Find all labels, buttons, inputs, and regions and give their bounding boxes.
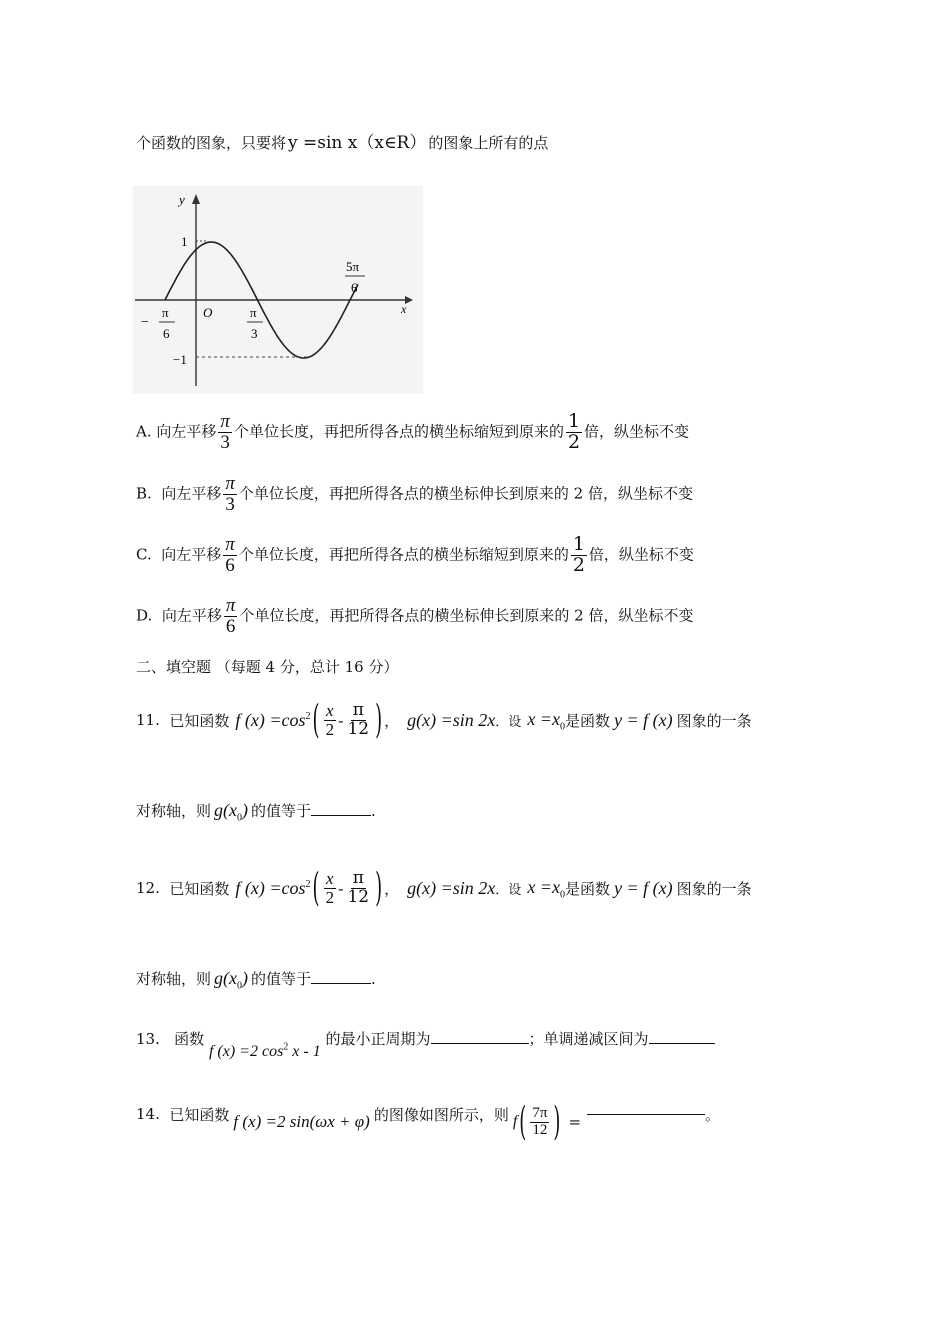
- comma: ，: [384, 711, 400, 730]
- option-fraction2: $\frac{1}{2}$: [572, 533, 585, 576]
- question-pre: 已知函数: [169, 1105, 230, 1124]
- gx0-expr: $g(x_0)$: [214, 968, 248, 992]
- f-expr: f $(x) =\cos^2$: [235, 877, 311, 898]
- question-pre: 函数: [174, 1030, 205, 1048]
- intro-after: 的图象上所有的点: [428, 134, 549, 152]
- question-11: 11. 已知函数 f $(x) =\cos^2$ ( $\frac{x}{2}$ - $\frac{\pi}{12}$ ) ， g(x) =sin 2x ．设 $x =x_0$ 是函数 y = f (x) 图象的一条: [136, 697, 752, 744]
- question-14: 14. 已知函数 f (x) =2 sin(ωx + φ) 的图像如图所示，则 f ( $\frac{7\pi}{12}$ ) = 。: [136, 1099, 721, 1146]
- option-letter: C.: [136, 545, 152, 564]
- intro-formula: y =sin x（x∈R）: [288, 133, 427, 153]
- option-pre: 向左平移: [161, 545, 222, 564]
- option-post: 倍，纵坐标不变: [588, 545, 694, 564]
- question-number: 12.: [136, 879, 160, 898]
- gx0-expr: $g(x_0)$: [214, 800, 248, 824]
- y-neg-one-label: −1: [173, 352, 187, 367]
- neg-pi6-num: π: [162, 305, 169, 320]
- question-is: 是函数: [564, 879, 610, 898]
- answer-blank[interactable]: [311, 814, 371, 816]
- f-expr: f (x) =2 sin(ωx + φ): [233, 1112, 370, 1132]
- question-12: 12. 已知函数 f $(x) =\cos^2$ ( $\frac{x}{2}$ - $\frac{\pi}{12}$ ) ， g(x) =sin 2x ．设 $x =x_0$ 是函数 y = f (x) 图象的一条: [136, 865, 752, 912]
- option-letter: A.: [136, 422, 152, 441]
- option-fraction: $\frac{\pi}{3}$: [220, 411, 230, 453]
- x0-expr: $x =x_0$: [527, 876, 565, 901]
- question-11-line2: 对称轴，则 $g(x_0)$ 的值等于 .: [136, 800, 376, 824]
- yf-expr: y = f (x): [613, 877, 673, 898]
- option-pre: 向左平移: [161, 606, 222, 625]
- option-post: 倍，纵坐标不变: [584, 422, 690, 441]
- y-axis-label: y: [179, 192, 185, 207]
- option-d: [136, 596, 693, 637]
- question-mid2: ；单调递减区间为: [528, 1030, 649, 1048]
- question-12-line2: 对称轴，则 $g(x_0)$ 的值等于 .: [136, 968, 376, 992]
- option-letter: B.: [136, 484, 152, 503]
- sine-graph: [133, 186, 423, 394]
- period-blank[interactable]: [431, 1042, 529, 1044]
- question-tail: 图象的一条: [676, 711, 752, 730]
- option-fraction2: $\frac{1}{2}$: [567, 410, 581, 453]
- yf-expr: y = f (x): [613, 709, 673, 730]
- answer-blank[interactable]: [587, 1113, 705, 1115]
- f-expr: f $(x) =\cos^2$: [235, 709, 311, 730]
- answer-blank[interactable]: [311, 982, 371, 984]
- question-mid: 的最小正周期为: [325, 1030, 431, 1048]
- pi3-num: π: [250, 305, 257, 320]
- question-pre: 已知函数: [169, 879, 230, 898]
- neg-pi6-den: 6: [163, 326, 170, 341]
- x0-expr: $x =x_0$: [527, 708, 565, 733]
- option-mid: 个单位长度，再把所得各点的横坐标伸长到原来的 2 倍，纵坐标不变: [238, 484, 693, 503]
- g-expr: g(x) =sin 2x: [407, 709, 496, 730]
- pi3-den: 3: [251, 326, 258, 341]
- option-b: [136, 474, 693, 515]
- option-pre: 向左平移: [161, 484, 222, 503]
- option-fraction: $\frac{\pi}{3}$: [225, 473, 235, 515]
- question-number: 14.: [136, 1105, 160, 1124]
- question-number: 11.: [136, 711, 160, 730]
- question-number: 13.: [136, 1030, 160, 1048]
- option-mid: 个单位长度，再把所得各点的横坐标缩短到原来的: [233, 422, 564, 441]
- section-heading: 二、填空题 （每题 4 分，总计 16 分）: [136, 658, 399, 676]
- g-expr: g(x) =sin 2x: [407, 877, 496, 898]
- question-is: 是函数: [564, 711, 610, 730]
- intro-before: 个函数的图象，只要将: [136, 134, 287, 152]
- fivepi6-den: 6: [351, 280, 358, 295]
- intro-line: [136, 128, 548, 153]
- option-fraction: $\frac{\pi}{6}$: [225, 595, 236, 637]
- neg-pi6-sign: −: [141, 315, 149, 330]
- option-a: [136, 412, 689, 453]
- option-c: [136, 535, 694, 576]
- option-pre: 向左平移: [156, 422, 217, 441]
- fivepi6-num: 5π: [346, 259, 360, 274]
- comma: ，: [384, 879, 400, 898]
- x-axis-label: x: [401, 302, 407, 316]
- option-letter: D.: [136, 606, 153, 625]
- y-one-label: 1: [181, 234, 188, 249]
- interval-blank[interactable]: [649, 1042, 715, 1044]
- question-13: [136, 1028, 715, 1060]
- question-tail: 图象的一条: [676, 879, 752, 898]
- f-expr: f (x) =2 $\cos^2 x - 1$: [208, 1041, 321, 1060]
- option-mid: 个单位长度，再把所得各点的横坐标缩短到原来的: [238, 545, 569, 564]
- origin-label: O: [203, 305, 213, 320]
- question-pre: 已知函数: [169, 711, 230, 730]
- question-mid: 的图像如图所示，则: [373, 1105, 509, 1124]
- option-mid: 个单位长度，再把所得各点的横坐标伸长到原来的 2 倍，纵坐标不变: [239, 606, 694, 625]
- option-fraction: $\frac{\pi}{6}$: [225, 534, 235, 576]
